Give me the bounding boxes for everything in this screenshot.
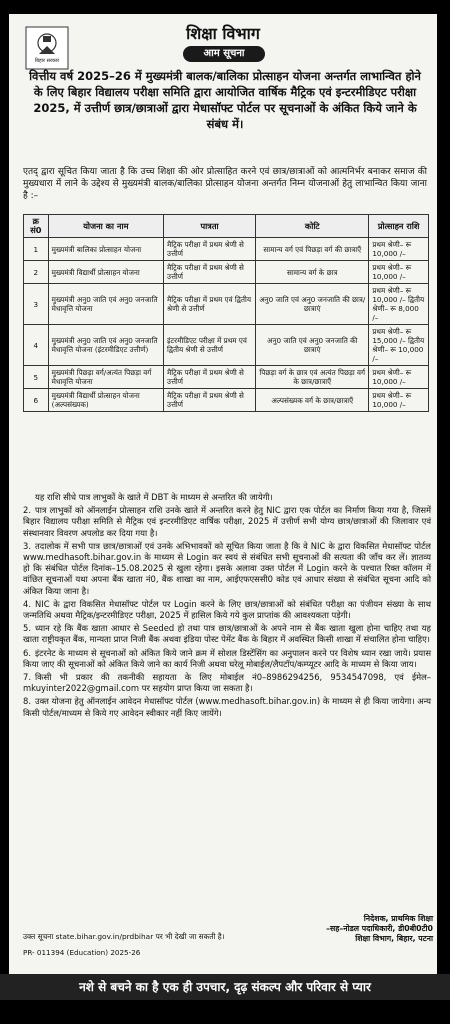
cell-category: अनु0 जाति एवं अनु0 जनजाति की छात्र/छात्राएं [256,284,369,325]
signature-block [293,914,433,944]
note-item [23,672,431,694]
note-number: 5. [23,623,31,634]
top-border [0,0,450,14]
table-row [24,325,429,366]
notes-list [23,492,431,721]
cell-serial: 1 [24,238,49,261]
cell-amount: प्रथम श्रेणी– रू 10,000 /– [369,366,429,389]
department-title: शिक्षा विभाग [186,24,260,43]
table-row [24,366,429,389]
intro-paragraph: एतद् द्वारा सूचित किया जाता है कि उच्च शिक्षा की ओर प्रोत्साहित करने एवं छात्र/छात्राओं को आत्मनिर्भर बनाकर समाज की मुख्यधारा में लाने के उद्देश्य से मुख्यमंत्री बालक/बालिका प्रोत्साहन योजना अन्तर्गत निम्न योजनाओं हेतु लाभान्वित किया जाना है :– [23,167,427,201]
header-eligibility: पात्रता [164,215,256,238]
note-text: तदालोक में सभी पात्र छात्र/छात्राओं एवं उनके अभिभावकों को सूचित किया जाता है कि वे NIC के द्वारा विकसित मेधासॉफ्ट पोर्टल www.medhasoft.bihar.gov.in के माध्यम से Login कर स्वयं से संबंधित सभी सूचनाओं की सत्यता की जाँच कर लें। ज्ञातव्य हो कि संबंधित पोर्टल दिनांक–15.08.2025 से खुला रहेगा। इसके अलावा उक्त पोर्टल में Login करने के पश्चात रिक्त कॉलम में वांछित सूचनाओं यथा अपना बैंक खाता नं0, बैंक शाखा का नाम, आईएफएससी0 कोड एवं आधार संख्या से संबंधित सूचना आदि को अंकित किया जाना है। [23,540,431,596]
cell-serial: 4 [24,325,49,366]
note-number: 6. [23,647,31,658]
cell-amount: प्रथम श्रेणी– रू 10,000 /– [369,261,429,284]
header-serial: क्र सं0 [24,215,49,238]
signatory-office: शिक्षा विभाग, बिहार, पटना [355,934,433,943]
cell-eligibility: मैट्रिक परीक्षा में प्रथम श्रेणी से उत्तीर्ण [164,389,256,412]
note-item [23,541,431,597]
cell-eligibility: मैट्रिक परीक्षा में प्रथम एवं द्वितीय श्रेणी से उत्तीर्ण [164,284,256,325]
note-item [23,623,431,645]
cell-amount: प्रथम श्रेणी– रू 10,000 /– [369,389,429,412]
cell-serial: 2 [24,261,49,284]
cell-amount: प्रथम श्रेणी– रू 10,000 /– [369,238,429,261]
cell-scheme-name: मुख्यमंत्री अनु0 जाति एवं अनु0 जनजाति मेधावृत्ति योजना [48,284,163,325]
website-footnote: उक्त सूचना state.bihar.gov.in/prdbihar पर भी देखी जा सकती है। [23,932,225,941]
signatory-title: निदेशक, प्राथमिक शिक्षा [363,914,433,923]
table-header-row [24,215,429,238]
cell-amount: प्रथम श्रेणी– रू 10,000 /– द्वितीय श्रेणी– रू 8,000 /– [369,284,429,325]
cell-scheme-name: मुख्यमंत्री पिछड़ा वर्ग/अत्यंत पिछड़ा वर्ग मेधावृत्ति योजना [48,366,163,389]
note-text: पात्र लाभुकों को ऑनलाईन प्रोत्साहन राशि उनके खाते में अन्तरित करने हेतु NIC द्वारा एक पोर्टल का निर्माण किया गया है, जिसमें बिहार विद्यालय परीक्षा समिति से मैट्रिक एवं इन्टरमीडिएट वार्षिक परीक्षा, 2025 में उत्तीर्ण सभी योग्य छात्र/छात्राओं की जिलावार एवं संस्थानवार विवरण अपलोड कर दिया गया है। [23,505,431,538]
note-item [23,492,431,503]
note-text: ध्यान रहे कि बैंक खाता आधार से Seeded हो तथा पात्र छात्र/छात्राओं के अपने नाम से बैंक खाता खुला होना चाहिए तथा यह खाता राष्ट्रीयकृत बैंक, मान्यता प्राप्त निजी बैंक अथवा इंडिया पोस्ट पेमेंट बैंक के बिहार में अवस्थित किसी शाखा में संचालित होना चाहिए। [23,623,431,645]
cell-eligibility: इंटरमीडिएट परीक्षा में प्रथम एवं द्वितीय श्रेणी से उत्तीर्ण [164,325,256,366]
note-text: यह राशि सीधे पात्र लाभुकों के खाते में DBT के माध्यम से अन्तरित की जायेगी। [35,492,273,502]
cell-eligibility: मैट्रिक परीक्षा में प्रथम श्रेणी से उत्तीर्ण [164,261,256,284]
note-item [23,505,431,539]
cell-scheme-name: मुख्यमंत्री विद्यार्थी प्रोत्साहन योजना [48,261,163,284]
scheme-table [23,214,429,412]
note-item [23,599,431,621]
note-text: NIC के द्वारा विकसित मेधासॉफ्ट पोर्टल पर Login करने के लिए छात्र/छात्राओं को संबंधित परीक्षा का पंजीयन संख्या के साथ जन्मतिथि अथवा मैट्रिक/इन्टरमीडिएट परीक्षा, 2025 में हासिल किये गये कुल प्राप्तांक की आवश्यकता पड़ेगी। [23,598,431,621]
note-text: इंटरनेट के माध्यम से सूचनाओं को अंकित किये जाने क्रम में सोशल डिस्टेंसिंग का अनुपालन करने पर विशेष ध्यान रखा जाये। प्रयास किया जाए की सूचनाओं को अंकित किये जाने का कार्य निजी अथवा घरेलू मोबाईल/लैपटॉप/कम्प्यूटर आदि के माध्यम से किया जाय। [23,647,431,669]
note-number: 3. [23,540,31,551]
cell-serial: 6 [24,389,49,412]
cell-category: अल्पसंख्यक वर्ग के छात्र/छात्राएँ [256,389,369,412]
cell-serial: 5 [24,366,49,389]
notice-paper [9,14,437,974]
slogan-banner: नशे से बचने का है एक ही उपचार, दृढ़ संकल्प और परिवार से प्यार [0,974,450,1000]
note-number: 7. [23,672,31,683]
logo-caption: बिहार सरकार [34,58,60,64]
cell-category: सामान्य वर्ग के छात्र [256,261,369,284]
note-item [23,696,431,718]
cell-scheme-name: मुख्यमंत्री बालिका प्रोत्साहन योजना [48,238,163,261]
header-scheme-name: योजना का नाम [48,215,163,238]
notice-pill: आम सूचना [183,46,265,62]
table-row [24,238,429,261]
note-item [23,648,431,670]
signatory-role: –सह–नोडल पदाधिकारी, डी0बी0टी0 [326,924,433,933]
note-number: 4. [23,598,31,609]
note-number: 8. [23,696,31,707]
cell-scheme-name: मुख्यमंत्री अनु0 जाति एवं अनु0 जनजाति मेधावृत्ति योजना (इंटरमीडिएट उत्तीर्ण) [48,325,163,366]
table-row [24,389,429,412]
cell-scheme-name: मुख्यमंत्री विद्यार्थी प्रोत्साहन योजना (अल्पसंख्यक) [48,389,163,412]
cell-category: सामान्य वर्ग एवं पिछड़ा वर्ग की छात्राएँ [256,238,369,261]
cell-serial: 3 [24,284,49,325]
cell-category: पिछड़ा वर्ग के छात्र एवं अत्यंत पिछड़ा वर्ग के छात्र/छात्राएँ [256,366,369,389]
table-row [24,284,429,325]
note-text: उक्त योजना हेतु ऑनलाईन आवेदन मेधासॉफ्ट पोर्टल (www.medhasoft.bihar.gov.in) के माध्यम से ही किया जायेगा। अन्य किसी पोर्टल/माध्यम से किये गए आवेदन स्वीकार नहीं किए जायेंगे। [23,696,431,718]
cell-amount: प्रथम श्रेणी– रू 15,000 /– द्वितीय श्रेणी– रू 10,000 /– [369,325,429,366]
header-category: कोटि [256,215,369,238]
notice-headline: वित्तीय वर्ष 2025–26 में मुख्यमंत्री बालक/बालिका प्रोत्साहन योजना अन्तर्गत लाभान्वित होने के लिए बिहार विद्यालय परीक्षा समिति द्वारा आयोजित वार्षिक मैट्रिक एवं इन्टरमीडिएट परीक्षा 2025, में उत्तीर्ण छात्र/छात्राओं द्वारा मेधासॉफ्ट पोर्टल पर सूचनाओं के अंकित किये जाने के संबंध में। [29,69,421,131]
cell-category: अनु0 जाति एवं अनु0 जनजाति की छात्राएं [256,325,369,366]
pr-number: PR- 011394 (Education) 2025-26 [23,948,141,957]
table-row [24,261,429,284]
cell-eligibility: मैट्रिक परीक्षा में प्रथम श्रेणी से उत्तीर्ण [164,238,256,261]
note-number: 2. [23,505,31,516]
header-amount: प्रोत्साहन राशि [369,215,429,238]
note-text: किसी भी प्रकार की तकनीकी सहायता के लिए मोबाईल नं0–8986294256, 9534547098, एवं ईमेल–mkuyinter2022@gmail.com पर सहयोग प्राप्त किया जा सकता है। [23,672,431,694]
cell-eligibility: मैट्रिक परीक्षा में प्रथम श्रेणी से उत्तीर्ण [164,366,256,389]
